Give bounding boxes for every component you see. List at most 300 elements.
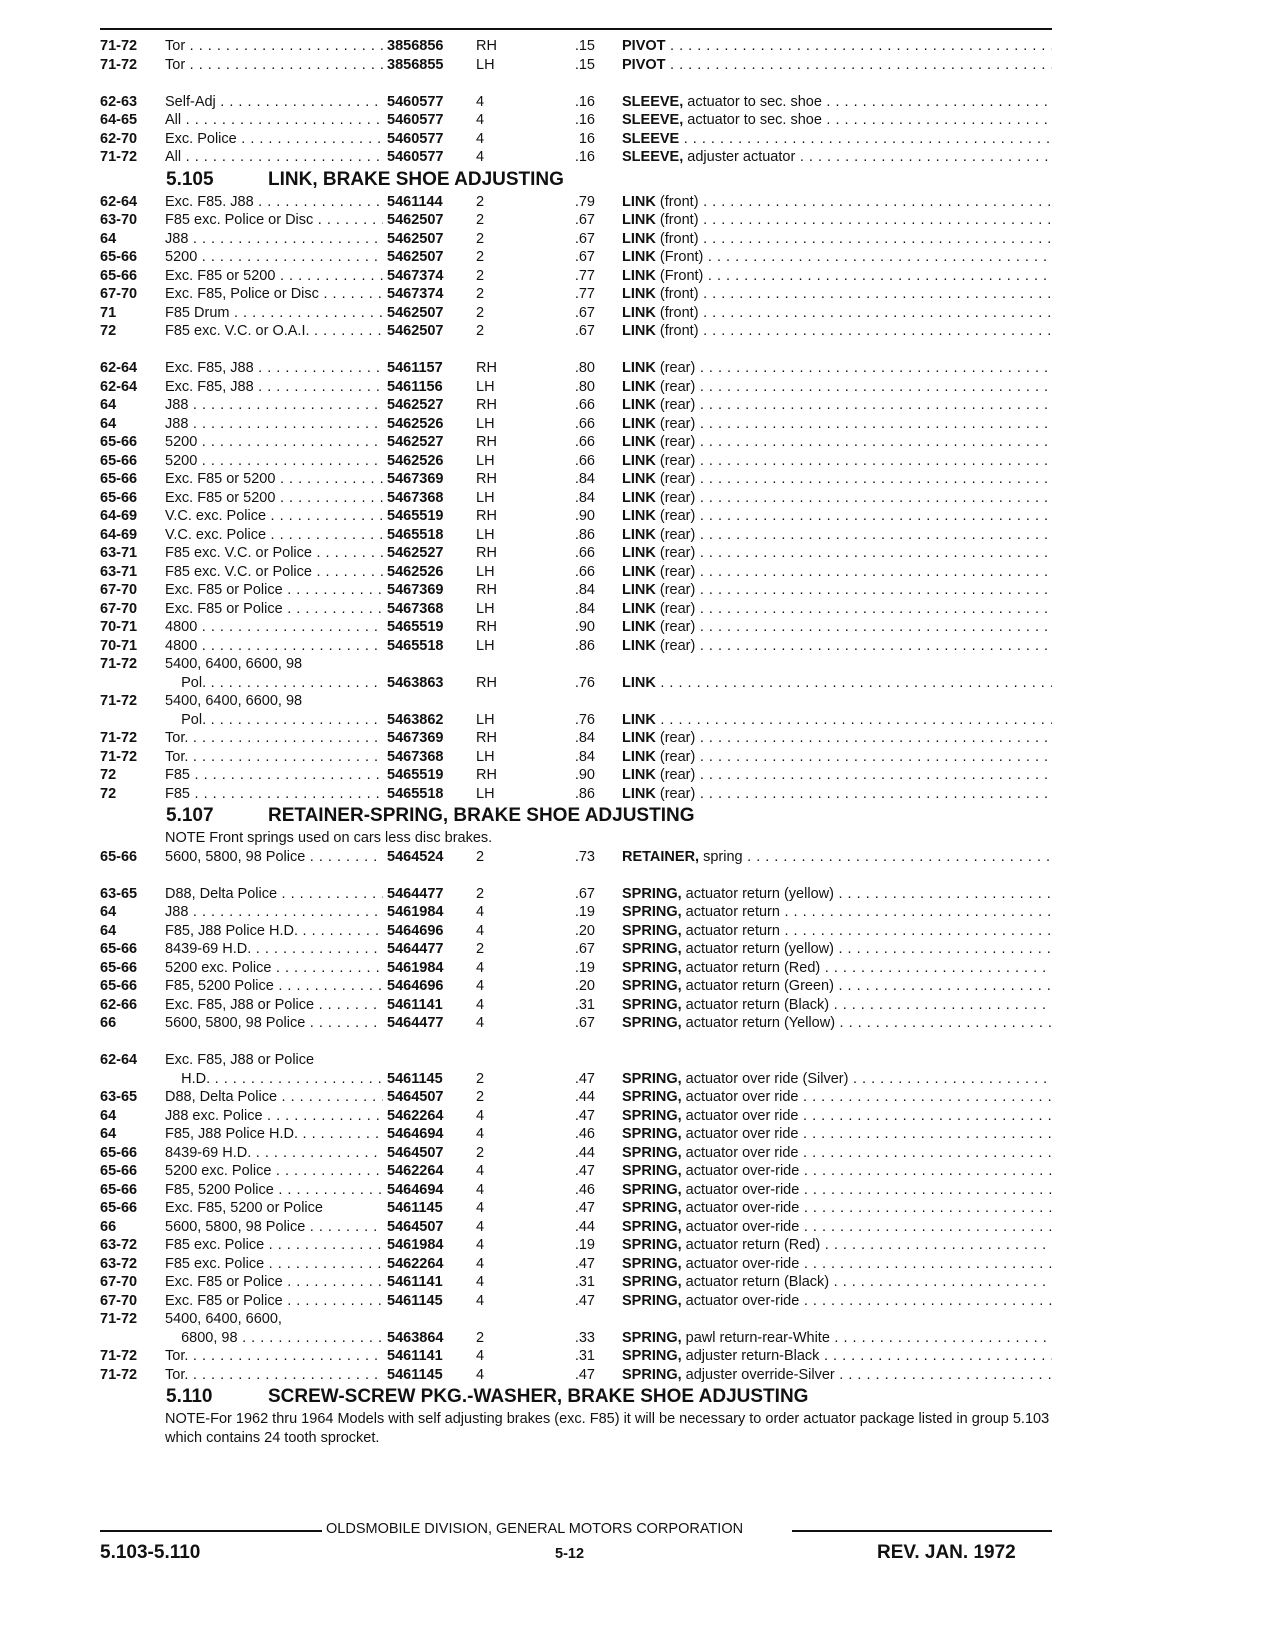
part-name: SLEEVE, [622, 112, 684, 128]
model-years: 62-64 [100, 360, 138, 376]
part-name: SLEEVE, [622, 93, 684, 110]
quantity: 2 [476, 212, 485, 228]
application [165, 507, 383, 526]
part-name: LINK [622, 360, 656, 376]
quantity: 4 [476, 112, 485, 128]
part-number: 5461984 [387, 959, 444, 976]
application-text: 5200 exc. Police [165, 1163, 272, 1179]
application [165, 977, 383, 996]
price: .16 [574, 149, 595, 165]
price: .77 [574, 267, 595, 284]
model-years: 63-70 [100, 212, 138, 228]
part-detail: spring [699, 848, 743, 865]
application [165, 1107, 383, 1126]
application-text: D88, Delta Police [165, 1089, 278, 1105]
application-text: Tor [165, 38, 186, 54]
parts-row [0, 267, 1272, 286]
application-text: F85, 5200 Police [165, 978, 274, 994]
part-number: 5465518 [387, 785, 444, 802]
application-text: V.C. exc. Police [165, 526, 267, 543]
part-detail: (rear) [655, 600, 696, 617]
quantity: RH [476, 545, 497, 561]
application [165, 285, 383, 304]
quantity: 2 [476, 1089, 485, 1105]
application [165, 748, 383, 767]
parts-row [0, 111, 1272, 130]
model-years: 67-70 [100, 286, 138, 302]
description [622, 37, 1052, 56]
description [622, 922, 1052, 941]
parts-row [0, 1199, 1272, 1218]
part-number: 5462264 [387, 1163, 444, 1179]
part-name: SLEEVE [622, 130, 680, 147]
quantity: 2 [476, 193, 485, 210]
application [165, 1310, 383, 1329]
part-name: SPRING, [622, 922, 682, 939]
application [165, 1218, 383, 1237]
price: .20 [574, 978, 595, 994]
footer-revision: REV. JAN. 1972 [877, 1542, 1016, 1563]
application [165, 711, 383, 730]
part-number: 5464507 [387, 1089, 444, 1105]
application-text: 5200 exc. Police [165, 959, 272, 976]
parts-row [0, 211, 1272, 230]
part-number: 5462526 [387, 452, 444, 469]
model-years: 65-66 [100, 1181, 138, 1198]
price: .47 [574, 1255, 595, 1272]
price: .84 [574, 582, 595, 598]
parts-row [0, 470, 1272, 489]
model-years: 67-70 [100, 582, 138, 598]
application-text: All [165, 149, 182, 165]
part-name: LINK [622, 249, 656, 265]
part-name: LINK [622, 730, 656, 746]
part-detail: actuator return (Red) [681, 959, 821, 976]
part-detail: actuator return (yellow) [681, 941, 834, 957]
description [622, 637, 1052, 656]
parts-row [0, 1107, 1272, 1126]
part-number: 5462264 [387, 1107, 444, 1124]
parts-row [0, 1218, 1272, 1237]
group-title: LINK, BRAKE SHOE ADJUSTING [268, 168, 564, 190]
group-title: SCREW-SCREW PKG.-WASHER, BRAKE SHOE ADJUSTING [268, 1386, 809, 1407]
part-number: 5462507 [387, 249, 444, 265]
application [165, 959, 383, 978]
part-name: SPRING, [622, 1163, 682, 1179]
part-number: 5461156 [387, 378, 443, 395]
model-years: 70-71 [100, 619, 138, 635]
price: .77 [574, 286, 595, 302]
application-text: Exc. F85, J88 or Police [165, 1052, 315, 1068]
part-name: LINK [622, 563, 656, 580]
quantity: RH [476, 38, 497, 54]
part-name: SPRING, [622, 1144, 682, 1161]
parts-row [0, 1236, 1272, 1255]
part-detail: (rear) [655, 397, 696, 413]
part-name: SPRING, [622, 978, 682, 994]
parts-row [0, 396, 1272, 415]
part-detail: (front) [655, 323, 699, 339]
application-text: 5200 [165, 434, 198, 450]
application-text: 6800, 98 [165, 1329, 238, 1346]
part-detail: actuator return (Black) [681, 996, 830, 1013]
spacer-row [0, 341, 1272, 360]
description [622, 433, 1052, 452]
part-number: 5461984 [387, 1237, 444, 1253]
application-text: F85 Drum [165, 304, 230, 321]
description [622, 1329, 1052, 1348]
quantity: LH [476, 748, 495, 765]
model-years: 65-66 [100, 1200, 138, 1216]
part-detail: actuator over-ride [681, 1255, 800, 1272]
quantity: 2 [476, 249, 485, 265]
application [165, 1292, 383, 1311]
description [622, 489, 1052, 508]
parts-row [0, 1125, 1272, 1144]
price: .44 [574, 1089, 595, 1105]
model-years: 71-72 [100, 1366, 138, 1383]
part-name: LINK [622, 582, 656, 598]
part-number: 5463864 [387, 1329, 444, 1346]
application [165, 526, 383, 545]
description [622, 248, 1052, 267]
model-years: 65-66 [100, 941, 138, 957]
description [622, 1218, 1052, 1237]
part-name: LINK [622, 230, 656, 247]
parts-row [0, 922, 1272, 941]
description [622, 93, 1052, 112]
application [165, 1347, 383, 1366]
model-years: 63-65 [100, 1089, 138, 1105]
part-number: 5463862 [387, 711, 444, 728]
description [622, 1199, 1052, 1218]
part-detail: actuator return [681, 922, 780, 939]
parts-row [0, 1088, 1272, 1107]
price: .84 [574, 748, 595, 765]
part-number: 5461141 [387, 996, 443, 1013]
quantity: RH [476, 619, 497, 635]
model-years: 66 [100, 1015, 117, 1031]
parts-row [0, 1366, 1272, 1385]
description [622, 470, 1052, 489]
part-name: LINK [622, 304, 656, 321]
model-years: 71-72 [100, 56, 138, 73]
part-number: 5464477 [387, 1015, 444, 1031]
part-name: SPRING, [622, 1218, 682, 1235]
parts-row [0, 711, 1272, 730]
part-number: 5461145 [387, 1366, 443, 1383]
part-detail: actuator return [681, 904, 780, 920]
price: .67 [574, 230, 595, 247]
part-detail: pawl return-rear-White [681, 1329, 830, 1346]
part-detail: (Front) [655, 267, 704, 284]
price: .20 [574, 922, 595, 939]
model-years: 63-65 [100, 885, 138, 902]
quantity: 2 [476, 1329, 485, 1346]
description [622, 618, 1052, 637]
part-detail: (rear) [655, 785, 696, 802]
part-number: 5464696 [387, 922, 444, 939]
model-years: 65-66 [100, 959, 138, 976]
application [165, 230, 383, 249]
quantity: 4 [476, 1218, 485, 1235]
part-detail: actuator over-ride [681, 1163, 800, 1179]
description [622, 977, 1052, 996]
footer-rule-left [100, 1530, 322, 1532]
description [622, 507, 1052, 526]
parts-row [0, 748, 1272, 767]
quantity: 4 [476, 1163, 485, 1179]
part-number: 5461984 [387, 904, 444, 920]
application [165, 304, 383, 323]
price: .31 [574, 1348, 595, 1364]
quantity: 4 [476, 130, 485, 147]
model-years: 71-72 [100, 748, 138, 765]
part-detail: actuator over ride [681, 1107, 799, 1124]
parts-row [0, 322, 1272, 341]
parts-row [0, 1051, 1272, 1070]
price: .67 [574, 212, 595, 228]
parts-row [0, 977, 1272, 996]
application [165, 940, 383, 959]
quantity: 2 [476, 230, 485, 247]
part-number: 5462527 [387, 434, 444, 450]
price: .67 [574, 323, 595, 339]
quantity: 4 [476, 1181, 485, 1198]
model-years: 65-66 [100, 267, 138, 284]
application-text: Pol. [165, 674, 207, 691]
part-detail: (rear) [655, 471, 696, 487]
parts-row [0, 248, 1272, 267]
part-detail: actuator return (Black) [681, 1274, 830, 1290]
model-years: 65-66 [100, 978, 138, 994]
model-years: 63-71 [100, 563, 138, 580]
application [165, 1162, 383, 1181]
price: .67 [574, 304, 595, 321]
part-detail: actuator return (yellow) [681, 885, 834, 902]
price: .47 [574, 1292, 595, 1309]
application-text: 5200 [165, 452, 198, 469]
model-years: 71-72 [100, 693, 138, 709]
price: .67 [574, 885, 595, 902]
price: .66 [574, 415, 595, 432]
group-title: RETAINER-SPRING, BRAKE SHOE ADJUSTING [268, 805, 695, 826]
quantity: 2 [476, 1144, 485, 1161]
part-name: LINK [622, 397, 656, 413]
application-text: Tor. [165, 730, 189, 746]
application [165, 1366, 383, 1385]
application-text: J88 [165, 904, 189, 920]
quantity: 4 [476, 1107, 485, 1124]
application-text: Exc. F85. J88 [165, 193, 254, 210]
description [622, 1070, 1052, 1089]
application-text: 5600, 5800, 98 Police [165, 848, 306, 865]
part-detail: actuator over ride [681, 1126, 799, 1142]
parts-row [0, 692, 1272, 711]
application [165, 1273, 383, 1292]
model-years: 64-69 [100, 508, 138, 524]
part-number: 5465518 [387, 637, 444, 654]
quantity: LH [476, 785, 495, 802]
model-years: 65-66 [100, 249, 138, 265]
model-years: 65-66 [100, 1163, 138, 1179]
quantity: LH [476, 56, 495, 73]
parts-row [0, 378, 1272, 397]
application [165, 1144, 383, 1163]
part-name: PIVOT [622, 56, 666, 73]
part-name: LINK [622, 767, 656, 783]
application-text: Exc. F85 or 5200 [165, 267, 276, 284]
description [622, 111, 1052, 130]
quantity: RH [476, 582, 497, 598]
description [622, 1014, 1052, 1033]
application-text: Exc. F85 or Police [165, 582, 283, 598]
description [622, 148, 1052, 167]
quantity: RH [476, 730, 497, 746]
quantity: 4 [476, 996, 485, 1013]
part-name: LINK [622, 193, 656, 210]
part-number: 5462264 [387, 1255, 444, 1272]
price: .19 [574, 1237, 595, 1253]
application-text: J88 [165, 415, 189, 432]
application [165, 729, 383, 748]
model-years: 72 [100, 785, 117, 802]
part-name: SLEEVE, [622, 149, 684, 165]
part-name: LINK [622, 637, 656, 654]
application-text: Exc. F85, Police or Disc [165, 286, 319, 302]
part-name: SPRING, [622, 1274, 682, 1290]
application [165, 1199, 383, 1218]
quantity: RH [476, 397, 497, 413]
parts-row [0, 148, 1272, 167]
part-number: 5463863 [387, 674, 444, 691]
part-name: SPRING, [622, 1292, 682, 1309]
application [165, 848, 383, 867]
footer-page-number: 5-12 [555, 1546, 585, 1562]
model-years: 64 [100, 397, 117, 413]
group-heading [0, 1384, 1272, 1410]
parts-row [0, 1070, 1272, 1089]
application-text: 5400, 6400, 6600, 98 [165, 693, 303, 709]
parts-row [0, 489, 1272, 508]
part-detail: actuator over ride [681, 1144, 799, 1161]
price: .47 [574, 1070, 595, 1087]
quantity: LH [476, 415, 495, 432]
part-name: LINK [622, 508, 656, 524]
application [165, 1070, 383, 1089]
price: .90 [574, 508, 595, 524]
part-number: 5464477 [387, 885, 444, 902]
application [165, 130, 383, 149]
application-text: Exc. F85, J88 or Police [165, 996, 315, 1013]
application [165, 1329, 383, 1348]
price: 16 [578, 130, 595, 147]
parts-row [0, 452, 1272, 471]
group-number: 5.107 [166, 805, 214, 826]
application [165, 433, 383, 452]
price: .47 [574, 1107, 595, 1124]
part-number: 5467369 [387, 730, 444, 746]
price: .47 [574, 1200, 595, 1216]
description [622, 940, 1052, 959]
parts-row [0, 1347, 1272, 1366]
model-years: 64 [100, 1107, 117, 1124]
price: .66 [574, 563, 595, 580]
description [622, 563, 1052, 582]
description [622, 267, 1052, 286]
application [165, 1236, 383, 1255]
quantity: 4 [476, 922, 485, 939]
part-name: SPRING, [622, 1329, 682, 1346]
price: .84 [574, 471, 595, 487]
application-text: Tor. [165, 1348, 189, 1364]
part-number: 3856856 [387, 38, 444, 54]
application [165, 922, 383, 941]
part-number: 5464696 [387, 978, 444, 994]
description [622, 848, 1052, 867]
footer-group-range: 5.103-5.110 [100, 1542, 201, 1563]
part-detail: actuator return (Yellow) [681, 1015, 836, 1031]
application [165, 267, 383, 286]
part-detail: (front) [655, 304, 699, 321]
quantity: LH [476, 526, 495, 543]
part-number: 5461145 [387, 1070, 443, 1087]
description [622, 452, 1052, 471]
description [622, 1273, 1052, 1292]
description [622, 415, 1052, 434]
part-detail: (rear) [655, 767, 696, 783]
price: .67 [574, 1015, 595, 1031]
model-years: 63-71 [100, 545, 138, 561]
description [622, 1181, 1052, 1200]
part-detail: (rear) [655, 360, 696, 376]
application-text: 5400, 6400, 6600, [165, 1311, 282, 1327]
part-number: 5460577 [387, 149, 444, 165]
application [165, 489, 383, 508]
model-years: 67-70 [100, 600, 138, 617]
description [622, 304, 1052, 323]
application-text: 4800 [165, 637, 198, 654]
quantity: RH [476, 434, 497, 450]
description [622, 1236, 1052, 1255]
parts-list [0, 37, 1272, 1448]
model-years: 64 [100, 1126, 117, 1142]
quantity: 4 [476, 1274, 485, 1290]
model-years: 64 [100, 230, 117, 247]
application-text: Exc. F85, J88 [165, 378, 254, 395]
price: .66 [574, 545, 595, 561]
model-years: 63-72 [100, 1237, 138, 1253]
price: .90 [574, 619, 595, 635]
description [622, 885, 1052, 904]
application [165, 903, 383, 922]
description [622, 581, 1052, 600]
application-text: J88 exc. Police [165, 1107, 263, 1124]
price: .66 [574, 397, 595, 413]
application-text: 5600, 5800, 98 Police [165, 1218, 306, 1235]
part-number: 5460577 [387, 93, 444, 110]
application [165, 415, 383, 434]
part-name: SPRING, [622, 1200, 682, 1216]
application [165, 111, 383, 130]
quantity: LH [476, 600, 495, 617]
application [165, 37, 383, 56]
part-detail: (rear) [655, 489, 696, 506]
price: .73 [574, 848, 595, 865]
parts-row [0, 1162, 1272, 1181]
description [622, 378, 1052, 397]
application [165, 581, 383, 600]
